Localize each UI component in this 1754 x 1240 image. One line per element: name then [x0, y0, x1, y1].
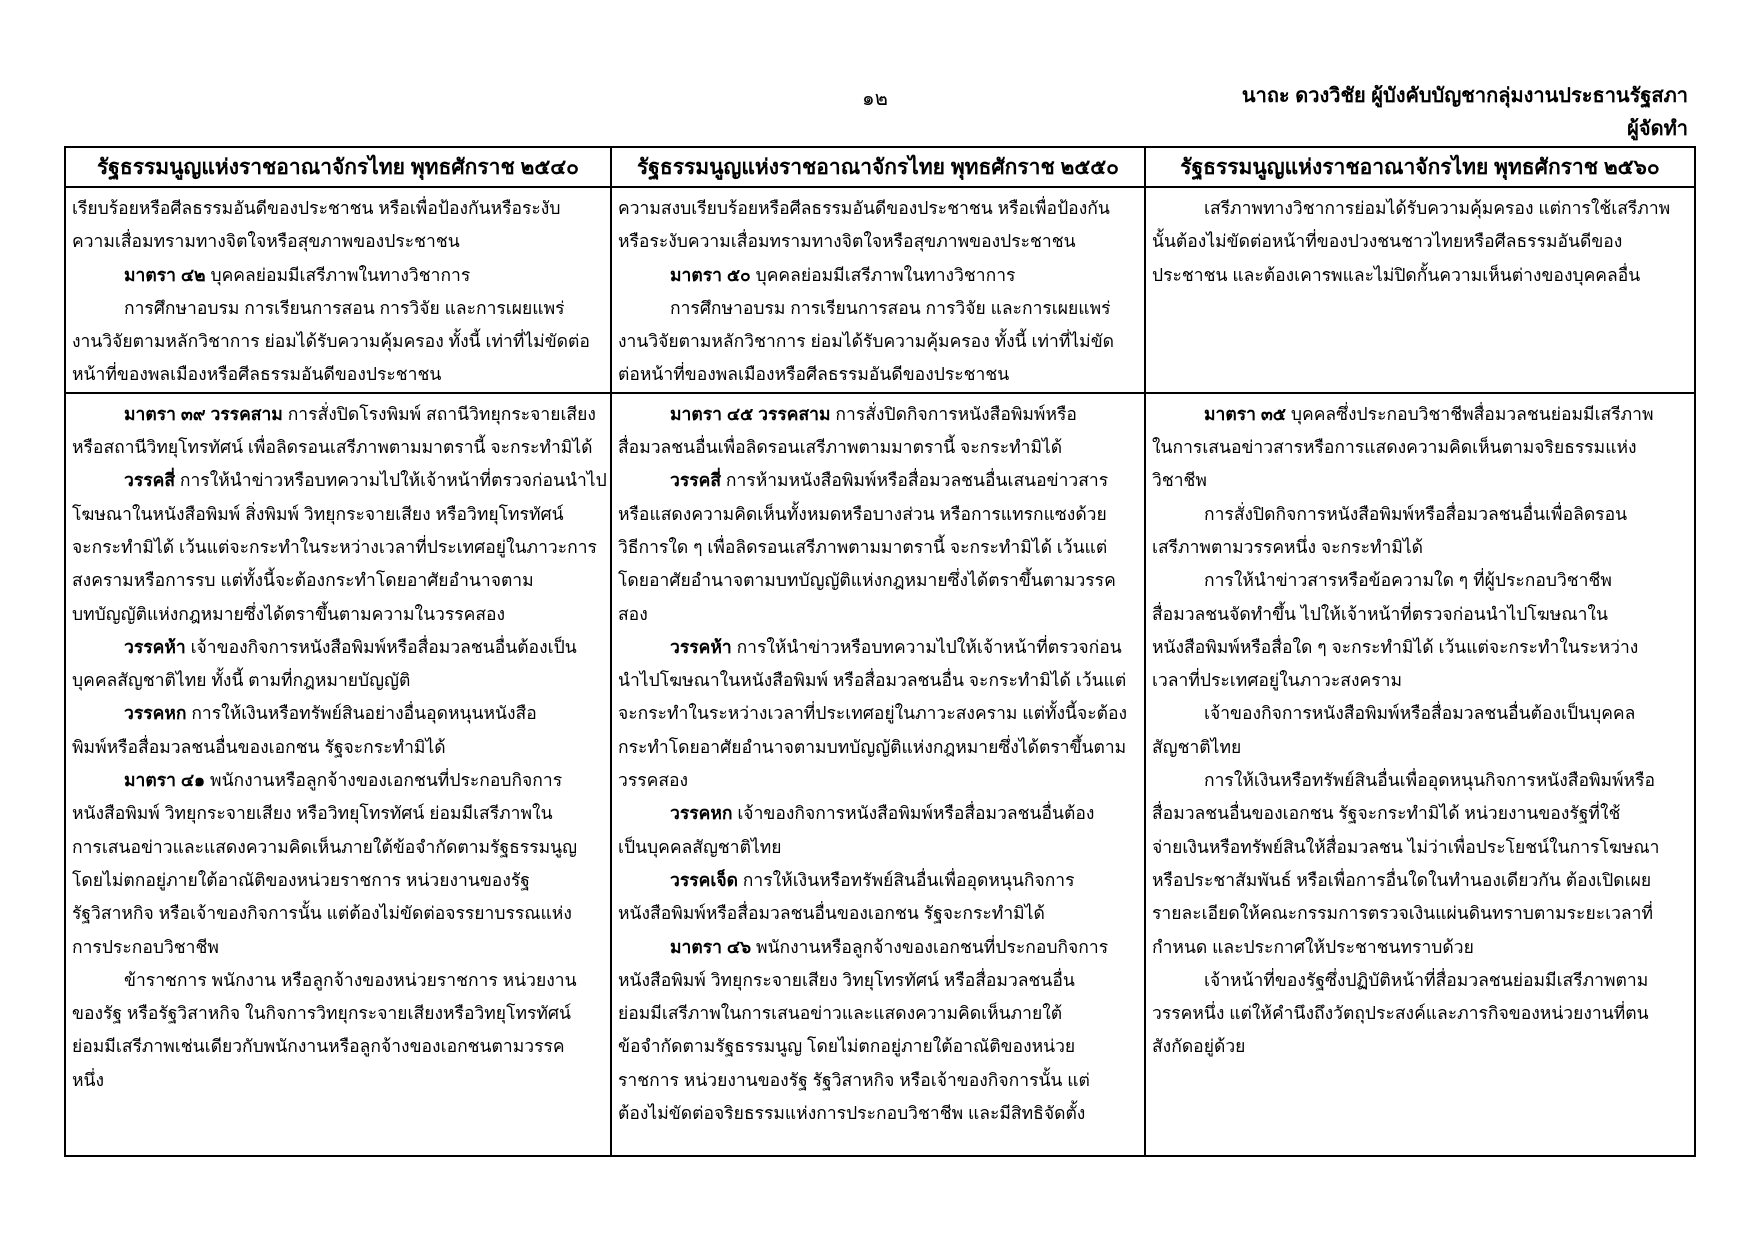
section-label: วรรคห้า: [124, 636, 186, 657]
text-line: [72, 764, 604, 797]
text-line: [618, 292, 1138, 325]
text-line: [72, 358, 604, 391]
text-line: [1152, 797, 1688, 830]
text-line: [72, 292, 604, 325]
line-text: หรือประชาสัมพันธ์ หรือเพื่อการอื่นใดในทำนองเดียวกัน ต้องเปิดเผย: [1152, 869, 1652, 890]
text-line: [618, 225, 1138, 258]
text-line: [1152, 997, 1688, 1030]
line-text: ต้องไม่ขัดต่อจริยธรรมแห่งการประกอบวิชาชีพ และมีสิทธิจัดตั้ง: [618, 1103, 1086, 1124]
line-text: เจ้าของกิจการหนังสือพิมพ์หรือสื่อมวลชนอื่นต้องเป็นบุคคล: [1204, 703, 1636, 724]
line-text: หนังสือพิมพ์หรือสื่อมวลชนอื่นของเอกชน รัฐจะกระทำมิได้: [618, 903, 1045, 924]
line-text: พนักงานหรือลูกจ้างของเอกชนที่ประกอบกิจการ: [205, 770, 563, 791]
line-text: การสั่งปิดกิจการหนังสือพิมพ์หรือ: [830, 403, 1077, 424]
line-text: ย่อมมีเสรีภาพเช่นเดียวกับพนักงานหรือลูกจ้างของเอกชนตามวรรค: [72, 1036, 565, 1057]
line-text: การประกอบวิชาชีพ: [72, 936, 219, 957]
cell-2540: [65, 187, 611, 393]
text-line: [1152, 431, 1688, 464]
line-text: การให้เงินหรือทรัพย์สินอื่นเพื่ออุดหนุนกิจการหนังสือพิมพ์หรือ: [1204, 770, 1656, 791]
section-label: มาตรา ๔๑: [124, 770, 206, 791]
line-text: หรือแสดงความคิดเห็นทั้งหมดหรือบางส่วน หรือการแทรกแซงด้วย: [618, 503, 1107, 524]
line-text: การให้เงินหรือทรัพย์สินอื่นเพื่ออุดหนุนกิจการ: [737, 869, 1075, 890]
text-line: [1152, 1030, 1688, 1063]
text-line: [618, 498, 1138, 531]
text-line: [72, 1064, 604, 1097]
section-label: วรรคหก: [124, 703, 187, 724]
line-text: สอง: [618, 603, 648, 624]
section-label: วรรคหก: [670, 803, 733, 824]
line-text: เจ้าของกิจการหนังสือพิมพ์หรือสื่อมวลชนอื่นต้อง: [732, 803, 1095, 824]
cell-2540: [65, 393, 611, 1156]
text-line: [72, 831, 604, 864]
text-line: [618, 897, 1138, 930]
line-text: การศึกษาอบรม การเรียนการสอน การวิจัย และการเผยแพร่: [670, 297, 1111, 318]
text-line: [1152, 259, 1688, 292]
section-label: มาตรา ๔๒: [124, 264, 206, 285]
line-text: เสรีภาพทางวิชาการย่อมได้รับความคุ้มครอง แต่การใช้เสรีภาพ: [1204, 198, 1671, 218]
author-block: [1242, 80, 1688, 146]
text-line: [618, 864, 1138, 897]
text-line: [618, 964, 1138, 997]
line-text: รัฐวิสาหกิจ หรือเจ้าของกิจการนั้น แต่ต้องไม่ขัดต่อจรรยาบรรณแห่ง: [72, 903, 572, 924]
text-line: [1152, 731, 1688, 764]
line-text: วรรคสอง: [618, 770, 689, 791]
text-line: [618, 259, 1138, 292]
text-line: [1152, 598, 1688, 631]
section-label: มาตรา ๕๐: [670, 264, 751, 285]
line-text: ข้อจำกัดตามรัฐธรรมนูญ โดยไม่ตกอยู่ภายใต้อาณัติของหน่วย: [618, 1036, 1076, 1057]
text-line: [72, 325, 604, 358]
text-line: [618, 631, 1138, 664]
line-text: เรียบร้อยหรือศีลธรรมอันดีของประชาชน หรือเพื่อป้องกันหรือระงับ: [72, 198, 561, 218]
line-text: ความเสื่อมทรามทางจิตใจหรือสุขภาพของประชาชน: [72, 231, 460, 252]
line-text: หนังสือพิมพ์ วิทยุกระจายเสียง หรือวิทยุโทรทัศน์ ย่อมมีเสรีภาพใน: [72, 803, 553, 824]
text-line: [618, 797, 1138, 830]
line-text: จ่ายเงินหรือทรัพย์สินให้สื่อมวลชน ไม่ว่าเพื่อประโยชน์ในการโฆษณา: [1152, 836, 1660, 857]
text-line: [72, 1030, 604, 1063]
text-line: [72, 897, 604, 930]
section-label: วรรคห้า: [670, 636, 732, 657]
text-line: [618, 531, 1138, 564]
text-line: [72, 398, 604, 431]
text-line: [1152, 564, 1688, 597]
line-text: ประชาชน และต้องเคารพและไม่ปิดกั้นความเห็นต่างของบุคคลอื่น: [1152, 264, 1641, 285]
cell-2550: [611, 187, 1145, 393]
text-line: [618, 358, 1138, 391]
section-label: วรรคสี่: [124, 470, 176, 491]
line-text: สื่อมวลชนอื่นเพื่อลิดรอนเสรีภาพตามมาตรานี้ จะกระทำมิได้: [618, 437, 1063, 458]
text-line: [72, 225, 604, 258]
text-line: [72, 931, 604, 964]
line-text: ของรัฐ หรือรัฐวิสาหกิจ ในกิจการวิทยุกระจายเสียงหรือวิทยุโทรทัศน์: [72, 1003, 572, 1024]
text-line: [1152, 664, 1688, 697]
line-text: ราชการ หน่วยงานของรัฐ รัฐวิสาหกิจ หรือเจ้าของกิจการนั้น แต่: [618, 1069, 1090, 1090]
line-text: เสรีภาพตามวรรคหนึ่ง จะกระทำมิได้: [1152, 536, 1424, 557]
line-text: การให้เงินหรือทรัพย์สินอย่างอื่นอุดหนุนหนังสือ: [186, 703, 537, 724]
text-line: [1152, 864, 1688, 897]
text-line: [1152, 831, 1688, 864]
table-row: [65, 187, 1695, 393]
section-label: มาตรา ๓๕: [1204, 403, 1287, 424]
line-text: เจ้าหน้าที่ของรัฐซึ่งปฏิบัติหน้าที่สื่อมวลชนย่อมมีเสรีภาพตาม: [1204, 969, 1649, 990]
text-line: [1152, 192, 1688, 225]
text-line: [1152, 931, 1688, 964]
line-text: รายละเอียดให้คณะกรรมการตรวจเงินแผ่นดินทราบตามระยะเวลาที่: [1152, 903, 1653, 924]
text-line: [618, 431, 1138, 464]
text-line: [618, 731, 1138, 764]
cell-2560: [1145, 393, 1695, 1156]
line-text: งานวิจัยตามหลักวิชาการ ย่อมได้รับความคุ้มครอง ทั้งนี้ เท่าที่ไม่ขัด: [618, 331, 1115, 352]
line-text: สื่อมวลชนอื่นของเอกชน รัฐจะกระทำมิได้ หน่วยงานของรัฐที่ใช้: [1152, 803, 1621, 824]
text-line: [618, 1064, 1138, 1097]
page-number: ๑๒: [862, 88, 888, 110]
line-text: การให้นำข่าวหรือบทความไปให้เจ้าหน้าที่ตรวจก่อนนำไป: [175, 470, 607, 491]
text-line: [72, 797, 604, 830]
text-line: [1152, 897, 1688, 930]
line-text: ข้าราชการ พนักงาน หรือลูกจ้างของหน่วยราชการ หน่วยงาน: [124, 969, 577, 990]
line-text: บุคคลซึ่งประกอบวิชาชีพสื่อมวลชนย่อมมีเสรีภาพ: [1286, 403, 1654, 424]
text-line: [72, 664, 604, 697]
text-line: [1152, 498, 1688, 531]
text-line: [1152, 531, 1688, 564]
text-line: [1152, 631, 1688, 664]
section-label: มาตรา ๔๖: [670, 936, 752, 957]
line-text: นั้นต้องไม่ขัดต่อหน้าที่ของปวงชนชาวไทยหรือศีลธรรมอันดีของ: [1152, 231, 1623, 252]
text-line: [618, 931, 1138, 964]
line-text: เวลาที่ประเทศอยู่ในภาวะสงคราม: [1152, 670, 1402, 691]
text-line: [1152, 964, 1688, 997]
line-text: บทบัญญัติแห่งกฎหมายซึ่งได้ตราขึ้นตามความในวรรคสอง: [72, 603, 506, 624]
line-text: การสั่งปิดกิจการหนังสือพิมพ์หรือสื่อมวลชนอื่นเพื่อลิดรอน: [1204, 503, 1628, 524]
table-header-row: [65, 147, 1695, 187]
text-line: [72, 731, 604, 764]
column-header-2540: รัฐธรรมนูญแห่งราชอาณาจักรไทย พุทธศักราช ๒๕๔๐: [65, 147, 611, 187]
line-text: การศึกษาอบรม การเรียนการสอน การวิจัย และการเผยแพร่: [124, 297, 565, 318]
line-text: ย่อมมีเสรีภาพในการเสนอข่าวและแสดงความคิดเห็นภายใต้: [618, 1003, 1063, 1024]
text-line: [72, 259, 604, 292]
text-line: [618, 398, 1138, 431]
text-line: [72, 531, 604, 564]
line-text: บุคคลย่อมมีเสรีภาพในทางวิชาการ: [205, 264, 471, 285]
text-line: [618, 1097, 1138, 1130]
column-header-2550: รัฐธรรมนูญแห่งราชอาณาจักรไทย พุทธศักราช ๒๕๕๐: [611, 147, 1145, 187]
text-line: [72, 697, 604, 730]
text-line: [1152, 464, 1688, 497]
line-text: กระทำโดยอาศัยอำนาจตามบทบัญญัติแห่งกฎหมายซึ่งได้ตราขึ้นตาม: [618, 736, 1127, 757]
text-line: [618, 664, 1138, 697]
column-header-2560: รัฐธรรมนูญแห่งราชอาณาจักรไทย พุทธศักราช ๒๕๖๐: [1145, 147, 1695, 187]
section-label: มาตรา ๓๙ วรรคสาม: [124, 403, 283, 424]
line-text: หนังสือพิมพ์ วิทยุกระจายเสียง วิทยุโทรทัศน์ หรือสื่อมวลชนอื่น: [618, 969, 1075, 990]
section-label: มาตรา ๔๕ วรรคสาม: [670, 403, 831, 424]
line-text: พิมพ์หรือสื่อมวลชนอื่นของเอกชน รัฐจะกระทำมิได้: [72, 736, 446, 757]
text-line: [72, 192, 604, 225]
line-text: วิธีการใด ๆ เพื่อลิดรอนเสรีภาพตามมาตรานี้ จะกระทำมิได้ เว้นแต่: [618, 536, 1108, 557]
text-line: [618, 764, 1138, 797]
text-line: [618, 325, 1138, 358]
line-text: กำหนด และประกาศให้ประชาชนทราบด้วย: [1152, 936, 1474, 957]
line-text: วิชาชีพ: [1152, 470, 1207, 491]
text-line: [72, 964, 604, 997]
table-row: [65, 393, 1695, 1156]
text-line: [72, 464, 607, 497]
text-line: [618, 464, 1138, 497]
line-text: การสั่งปิดโรงพิมพ์ สถานีวิทยุกระจายเสียง: [282, 403, 596, 424]
text-line: [72, 498, 604, 531]
line-text: ในการเสนอข่าวสารหรือการแสดงความคิดเห็นตามจริยธรรมแห่ง: [1152, 437, 1637, 458]
line-text: การเสนอข่าวและแสดงความคิดเห็นภายใต้ข้อจำกัดตามรัฐธรรมนูญ: [72, 836, 578, 857]
line-text: หนึ่ง: [72, 1069, 105, 1090]
line-text: จะกระทำมิได้ เว้นแต่จะกระทำในระหว่างเวลาที่ประเทศอยู่ในภาวะการ: [72, 536, 597, 557]
line-text: โดยไม่ตกอยู่ภายใต้อาณัติของหน่วยราชการ หน่วยงานของรัฐ: [72, 869, 530, 890]
line-text: ต่อหน้าที่ของพลเมืองหรือศีลธรรมอันดีของประชาชน: [618, 364, 1010, 385]
text-line: [1152, 764, 1688, 797]
line-text: หรือสถานีวิทยุโทรทัศน์ เพื่อลิดรอนเสรีภาพตามมาตรานี้ จะกระทำมิได้: [72, 437, 593, 458]
text-line: [618, 1030, 1138, 1063]
text-line: [72, 864, 604, 897]
line-text: โดยอาศัยอำนาจตามบทบัญญัติแห่งกฎหมายซึ่งได้ตราขึ้นตามวรรค: [618, 570, 1116, 591]
text-line: [72, 431, 604, 464]
line-text: การให้นำข่าวหรือบทความไปให้เจ้าหน้าที่ตรวจก่อน: [731, 636, 1122, 657]
line-text: หนังสือพิมพ์หรือสื่อใด ๆ จะกระทำมิได้ เว้นแต่จะกระทำในระหว่าง: [1152, 636, 1639, 657]
text-line: [72, 997, 604, 1030]
text-line: [72, 631, 604, 664]
cell-2550: [611, 393, 1145, 1156]
line-text: เจ้าของกิจการหนังสือพิมพ์หรือสื่อมวลชนอื่นต้องเป็น: [185, 636, 577, 657]
line-text: งานวิจัยตามหลักวิชาการ ย่อมได้รับความคุ้มครอง ทั้งนี้ เท่าที่ไม่ขัดต่อ: [72, 331, 590, 352]
line-text: จะกระทำในระหว่างเวลาที่ประเทศอยู่ในภาวะสงคราม แต่ทั้งนี้จะต้อง: [618, 703, 1128, 724]
line-text: วรรคหนึ่ง แต่ให้คำนึงถึงวัตถุประสงค์และภารกิจของหน่วยงานที่ตน: [1152, 1003, 1649, 1024]
line-text: การให้นำข่าวสารหรือข้อความใด ๆ ที่ผู้ประกอบวิชาชีพ: [1204, 570, 1612, 591]
line-text: หน้าที่ของพลเมืองหรือศีลธรรมอันดีของประชาชน: [72, 364, 442, 385]
line-text: บุคคลสัญชาติไทย ทั้งนี้ ตามที่กฎหมายบัญญัติ: [72, 670, 411, 691]
text-line: [72, 598, 604, 631]
section-label: วรรคเจ็ด: [670, 869, 738, 890]
line-text: เป็นบุคคลสัญชาติไทย: [618, 836, 782, 857]
cell-2560: [1145, 187, 1695, 393]
text-line: [618, 564, 1138, 597]
line-text: สื่อมวลชนจัดทำขึ้น ไปให้เจ้าหน้าที่ตรวจก่อนนำไปโฆษณาใน: [1152, 603, 1608, 624]
line-text: สงครามหรือการรบ แต่ทั้งนี้จะต้องกระทำโดยอาศัยอำนาจตาม: [72, 570, 534, 591]
text-line: [618, 831, 1138, 864]
line-text: พนักงานหรือลูกจ้างของเอกชนที่ประกอบกิจการ: [751, 936, 1109, 957]
line-text: โฆษณาในหนังสือพิมพ์ สิ่งพิมพ์ วิทยุกระจายเสียง หรือวิทยุโทรทัศน์: [72, 503, 564, 524]
comparison-table: [64, 146, 1696, 1157]
line-text: สังกัดอยู่ด้วย: [1152, 1036, 1246, 1057]
text-line: [618, 997, 1138, 1030]
line-text: บุคคลย่อมมีเสรีภาพในทางวิชาการ: [750, 264, 1016, 285]
author-role: ผู้จัดทำ: [1627, 118, 1688, 140]
text-line: [1152, 697, 1688, 730]
line-text: ความสงบเรียบร้อยหรือศีลธรรมอันดีของประชาชน หรือเพื่อป้องกัน: [618, 198, 1110, 218]
text-line: [618, 598, 1138, 631]
text-line: [618, 697, 1138, 730]
line-text: การห้ามหนังสือพิมพ์หรือสื่อมวลชนอื่นเสนอข่าวสาร: [721, 470, 1109, 491]
line-text: หรือระงับความเสื่อมทรามทางจิตใจหรือสุขภาพของประชาชน: [618, 231, 1076, 252]
author-line: นาถะ ดวงวิชัย ผู้บังคับบัญชากลุ่มงานประธานรัฐสภา: [1241, 85, 1688, 107]
text-line: [618, 192, 1138, 225]
section-label: วรรคสี่: [670, 470, 722, 491]
text-line: [72, 564, 604, 597]
line-text: นำไปโฆษณาในหนังสือพิมพ์ หรือสื่อมวลชนอื่น จะกระทำมิได้ เว้นแต่: [618, 670, 1127, 691]
line-text: สัญชาติไทย: [1152, 736, 1242, 757]
text-line: [1152, 398, 1688, 431]
text-line: [1152, 225, 1688, 258]
